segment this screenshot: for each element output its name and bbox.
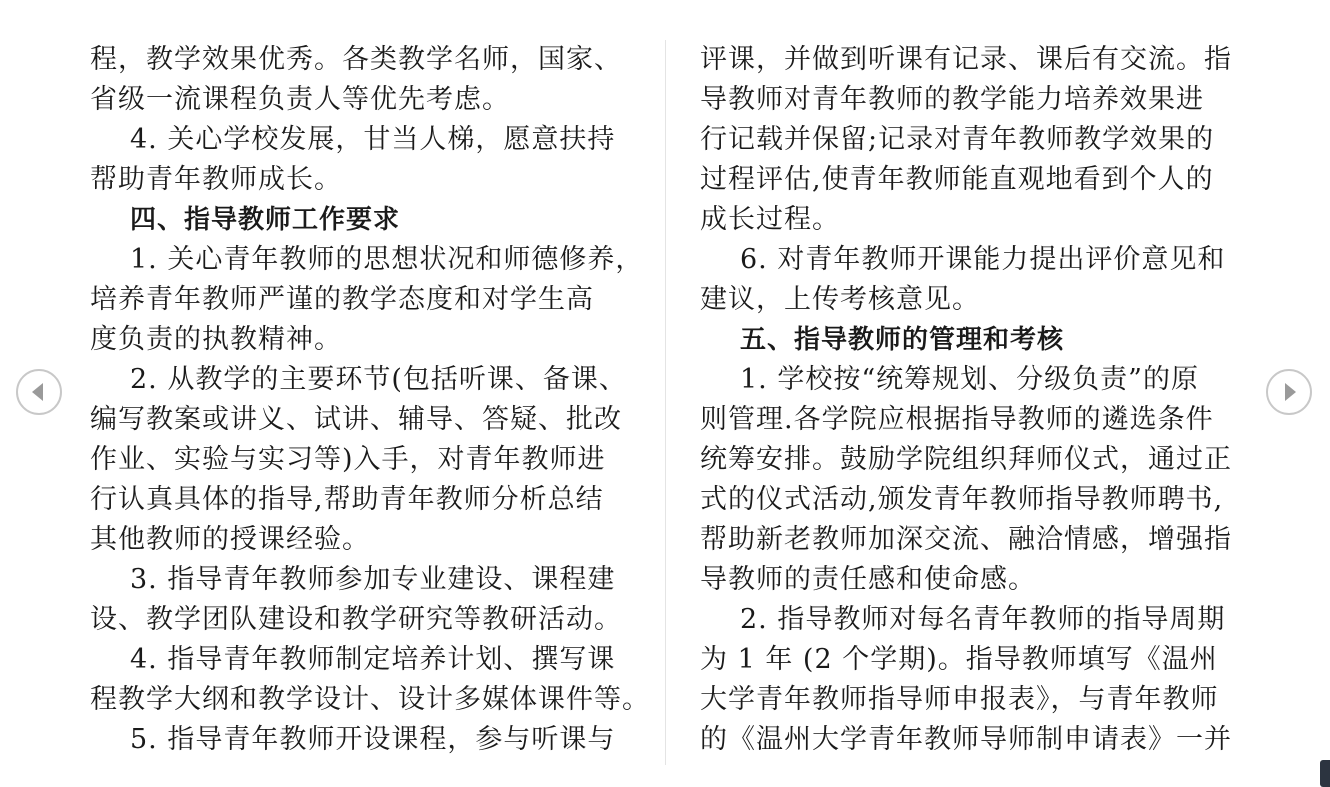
text-line: 帮助青年教师成长。 [90,164,342,195]
text-line: 3. 指导青年教师参加专业建设、课程建 [130,564,616,595]
text-line: 1. 关心青年教师的思想状况和师德修养， [130,244,644,275]
text-line: 2. 从教学的主要环节(包括听课、备课、 [130,364,627,395]
scrollbar-handle[interactable] [1320,760,1330,787]
left-column [90,40,650,760]
section-heading: 五、指导教师的管理和考核 [740,325,1065,355]
text-line: 帮助新老教师加深交流、融洽情感，增强指 [700,524,1232,555]
text-line: 程，教学效果优秀。各类教学名师，国家、 [90,44,622,75]
text-line: 统筹安排。鼓励学院组织拜师仪式，通过正 [700,444,1232,475]
text-line: 的《温州大学青年教师导师制申请表》一并 [700,724,1232,755]
text-line: 度负责的执教精神。 [90,324,342,355]
previous-page-button[interactable] [16,369,62,415]
text-line: 1. 学校按“统筹规划、分级负责”的原 [740,364,1199,395]
text-line: 导教师的责任感和使命感。 [700,564,1036,595]
text-line: 编写教案或讲义、试讲、辅导、答疑、批改 [90,404,622,435]
text-line: 成长过程。 [700,204,840,235]
next-page-button[interactable] [1266,369,1312,415]
right-column [700,40,1260,760]
text-line: 大学青年教师指导师申报表》，与青年教师 [700,684,1219,715]
text-line: 4. 指导青年教师制定培养计划、撰写课 [130,644,616,675]
column-divider [665,40,666,765]
text-line: 行认真具体的指导,帮助青年教师分析总结 [90,484,604,515]
text-line: 5. 指导青年教师开设课程，参与听课与 [130,724,616,755]
text-line: 导教师对青年教师的教学能力培养效果进 [700,84,1204,115]
text-line: 4. 关心学校发展，甘当人梯，愿意扶持 [130,124,616,155]
text-line: 建议，上传考核意见。 [700,284,980,315]
text-line: 省级一流课程负责人等优先考虑。 [90,84,510,115]
text-line: 过程评估,使青年教师能直观地看到个人的 [700,164,1214,195]
text-line: 式的仪式活动,颁发青年教师指导教师聘书, [700,484,1224,515]
section-heading: 四、指导教师工作要求 [130,205,401,235]
text-line: 2. 指导教师对每名青年教师的指导周期 [740,604,1226,635]
text-line: 行记载并保留;记录对青年教师教学效果的 [700,124,1215,155]
document-page [85,40,1260,765]
text-line: 培养青年教师严谨的教学态度和对学生高 [90,284,594,315]
text-line: 评课，并做到听课有记录、课后有交流。指 [700,44,1232,75]
text-line: 6. 对青年教师开课能力提出评价意见和 [740,244,1226,275]
text-line: 为 1 年 (2 个学期)。指导教师填写《温州 [700,644,1218,675]
text-line: 程教学大纲和教学设计、设计多媒体课件等。 [90,684,650,715]
text-line: 其他教师的授课经验。 [90,524,370,555]
text-line: 作业、实验与实习等)入手，对青年教师进 [90,444,606,475]
text-line: 设、教学团队建设和教学研究等教研活动。 [90,604,622,635]
text-line: 则管理.各学院应根据指导教师的遴选条件 [700,404,1214,435]
